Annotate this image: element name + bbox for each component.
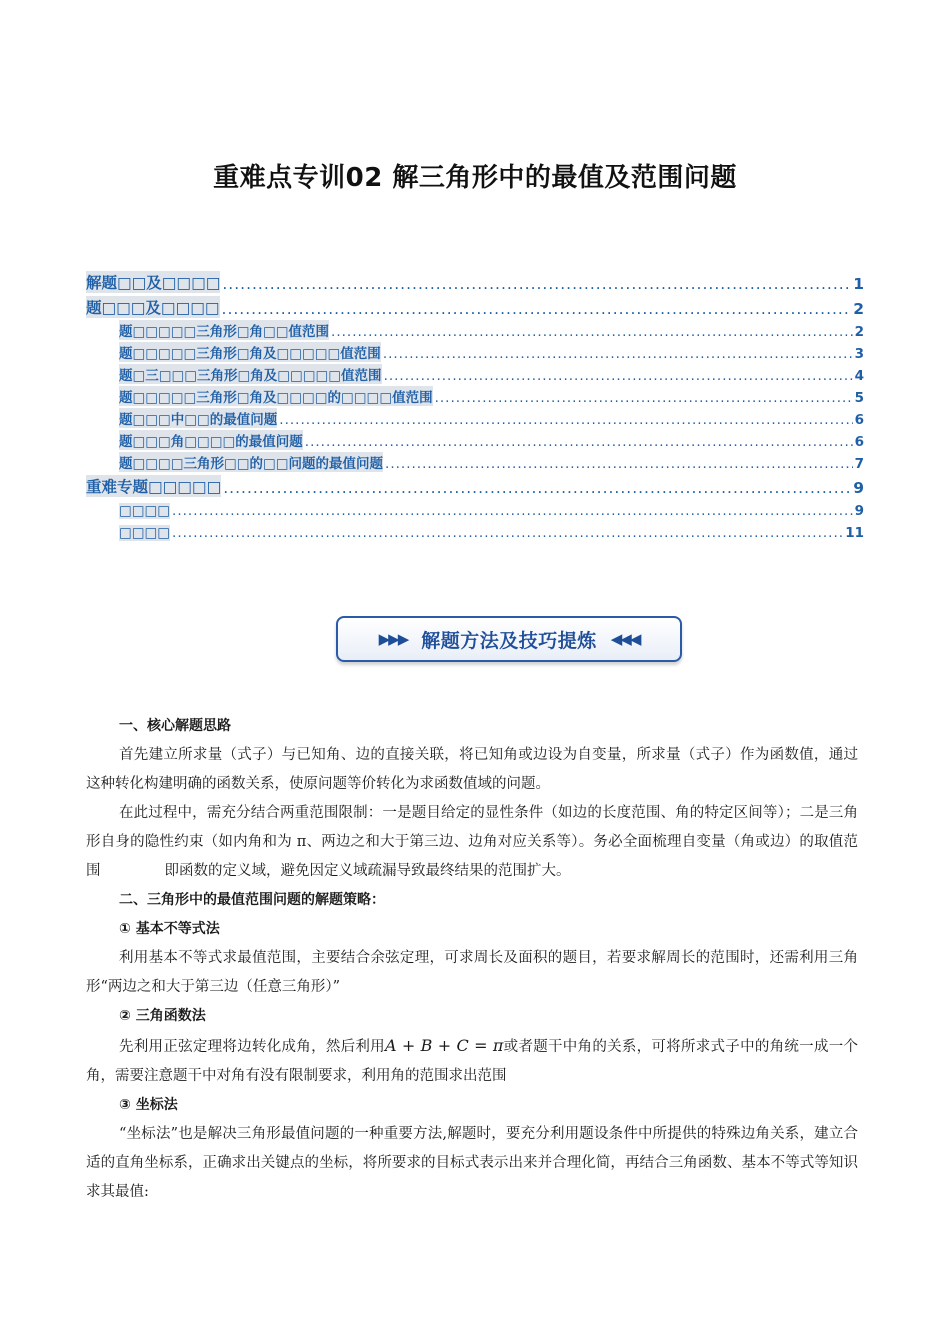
toc-leader <box>384 368 853 384</box>
toc-leader <box>385 456 853 472</box>
banner-title: 解题方法及技巧提炼 <box>421 629 597 652</box>
toc-item[interactable] <box>86 268 864 293</box>
toc-item-page: 9 <box>854 503 864 519</box>
toc-item-page: 4 <box>854 368 864 384</box>
toc-leader <box>279 412 852 428</box>
left-arrows-icon: ◀◀◀ <box>610 630 640 648</box>
page-title: 重难点专训02 解三角形中的最值及范围问题 <box>213 163 737 193</box>
right-arrows-icon: ▶▶▶ <box>378 630 408 648</box>
toc-item-text: □□□□ <box>119 525 171 541</box>
toc-leader <box>223 479 851 497</box>
toc-item-page: 7 <box>854 456 864 472</box>
toc-item[interactable] <box>86 362 864 384</box>
toc-item-text: 解题□□及□□□□ <box>86 271 220 293</box>
table-of-contents <box>86 268 864 541</box>
toc-item-text: 题□□□中□□的最值问题 <box>119 408 277 428</box>
toc-item-page: 3 <box>854 346 864 362</box>
toc-item-page: 2 <box>853 300 864 318</box>
toc-item-page: 11 <box>845 525 864 541</box>
paragraph: 利用基本不等式求最值范围，主要结合余弦定理，可求周长及面积的题目，若要求解周长的范围时，还需利用三角形“两边之和大于第三边（任意三角形）” <box>86 950 858 995</box>
toc-leader <box>222 300 852 318</box>
toc-item-page: 6 <box>854 434 864 450</box>
toc-item-page: 1 <box>853 275 864 293</box>
toc-item[interactable] <box>86 497 864 519</box>
toc-item[interactable] <box>86 472 864 497</box>
paragraph <box>86 1031 858 1091</box>
heading-method-2: ② 三角函数法 <box>119 1008 206 1024</box>
toc-item-text: 题□□□□□三角形□角□□值范围 <box>119 320 329 340</box>
toc-item-text: 题□□□□□三角形□角及□□□□□值范围 <box>119 342 381 362</box>
toc-leader <box>172 503 853 519</box>
paragraph <box>86 799 858 886</box>
toc-item-text: □□□□ <box>119 503 171 519</box>
heading-strategies: 二、三角形中的最值范围问题的解题策略： <box>119 892 385 908</box>
toc-item-page: 9 <box>853 479 864 497</box>
toc-leader <box>305 434 853 450</box>
toc-item-text: 题□□□□三角形□□的□□问题的最值问题 <box>119 452 383 472</box>
toc-item-text: 题□□□及□□□□ <box>86 296 220 318</box>
math-formula: A + B + C = π <box>384 1036 504 1055</box>
toc-leader <box>222 275 851 293</box>
paragraph-text: 在此过程中，需充分结合两重范围限制：一是题目给定的显性条件（如边的长度范围、角的特定区间等）；二是三角形自身的隐性约束（如内角和为 π、两边之和大于第三边、边角对应关系等）。务必全面梳理自变量（角或边）的取值范围 <box>86 805 858 879</box>
paragraph-text: 即函数的定义域，避免因定义域疏漏导致最终结果的范围扩大。 <box>164 863 571 879</box>
paragraph-text: 先利用正弦定理将边转化成角，然后利用 <box>119 1039 385 1055</box>
paragraph: 首先建立所求量（式子）与已知角、边的直接关联，将已知角或边设为自变量，所求量（式子）作为函数值，通过这种转化构建明确的函数关系，使原问题等价转化为求函数值域的问题。 <box>86 747 858 792</box>
toc-item-text: 题□三□□□三角形□角及□□□□□值范围 <box>119 364 382 384</box>
toc-leader <box>331 324 853 340</box>
paragraph-text: 或者题干中角的关系，可将所求式子中的角统一成一个角，需要注意题干中对角有没有限制要求，利用角的范围求出范围 <box>86 1039 858 1084</box>
toc-item[interactable] <box>86 384 864 406</box>
toc-leader <box>435 390 853 406</box>
toc-leader <box>383 346 853 362</box>
main-content <box>86 712 858 1207</box>
toc-item[interactable] <box>86 318 864 340</box>
toc-item-text: 题□□□角□□□□的最值问题 <box>119 430 303 450</box>
section-banner <box>336 616 682 662</box>
toc-item-text: 题□□□□□三角形□角及□□□□的□□□□值范围 <box>119 386 433 406</box>
toc-item[interactable] <box>86 406 864 428</box>
toc-item[interactable] <box>86 293 864 318</box>
toc-leader <box>172 525 843 541</box>
heading-method-3: ③ 坐标法 <box>119 1097 178 1113</box>
paragraph: “坐标法”也是解决三角形最值问题的一种重要方法,解题时，要充分利用题设条件中所提供的特殊边角关系，建立合适的直角坐标系，正确求出关键点的坐标，将所要求的目标式表示出来并合理化简，再结合三角函数、基本不等式等知识求其最值: <box>86 1126 858 1200</box>
heading-core-idea: 一、核心解题思路 <box>119 718 231 734</box>
toc-item-page: 6 <box>854 412 864 428</box>
toc-item[interactable] <box>86 519 864 541</box>
toc-item[interactable] <box>86 450 864 472</box>
toc-item[interactable] <box>86 428 864 450</box>
toc-item-text: 重难专题□□□□□ <box>86 475 221 497</box>
toc-item[interactable] <box>86 340 864 362</box>
heading-method-1: ① 基本不等式法 <box>119 921 220 937</box>
toc-item-page: 2 <box>854 324 864 340</box>
toc-item-page: 5 <box>854 390 864 406</box>
